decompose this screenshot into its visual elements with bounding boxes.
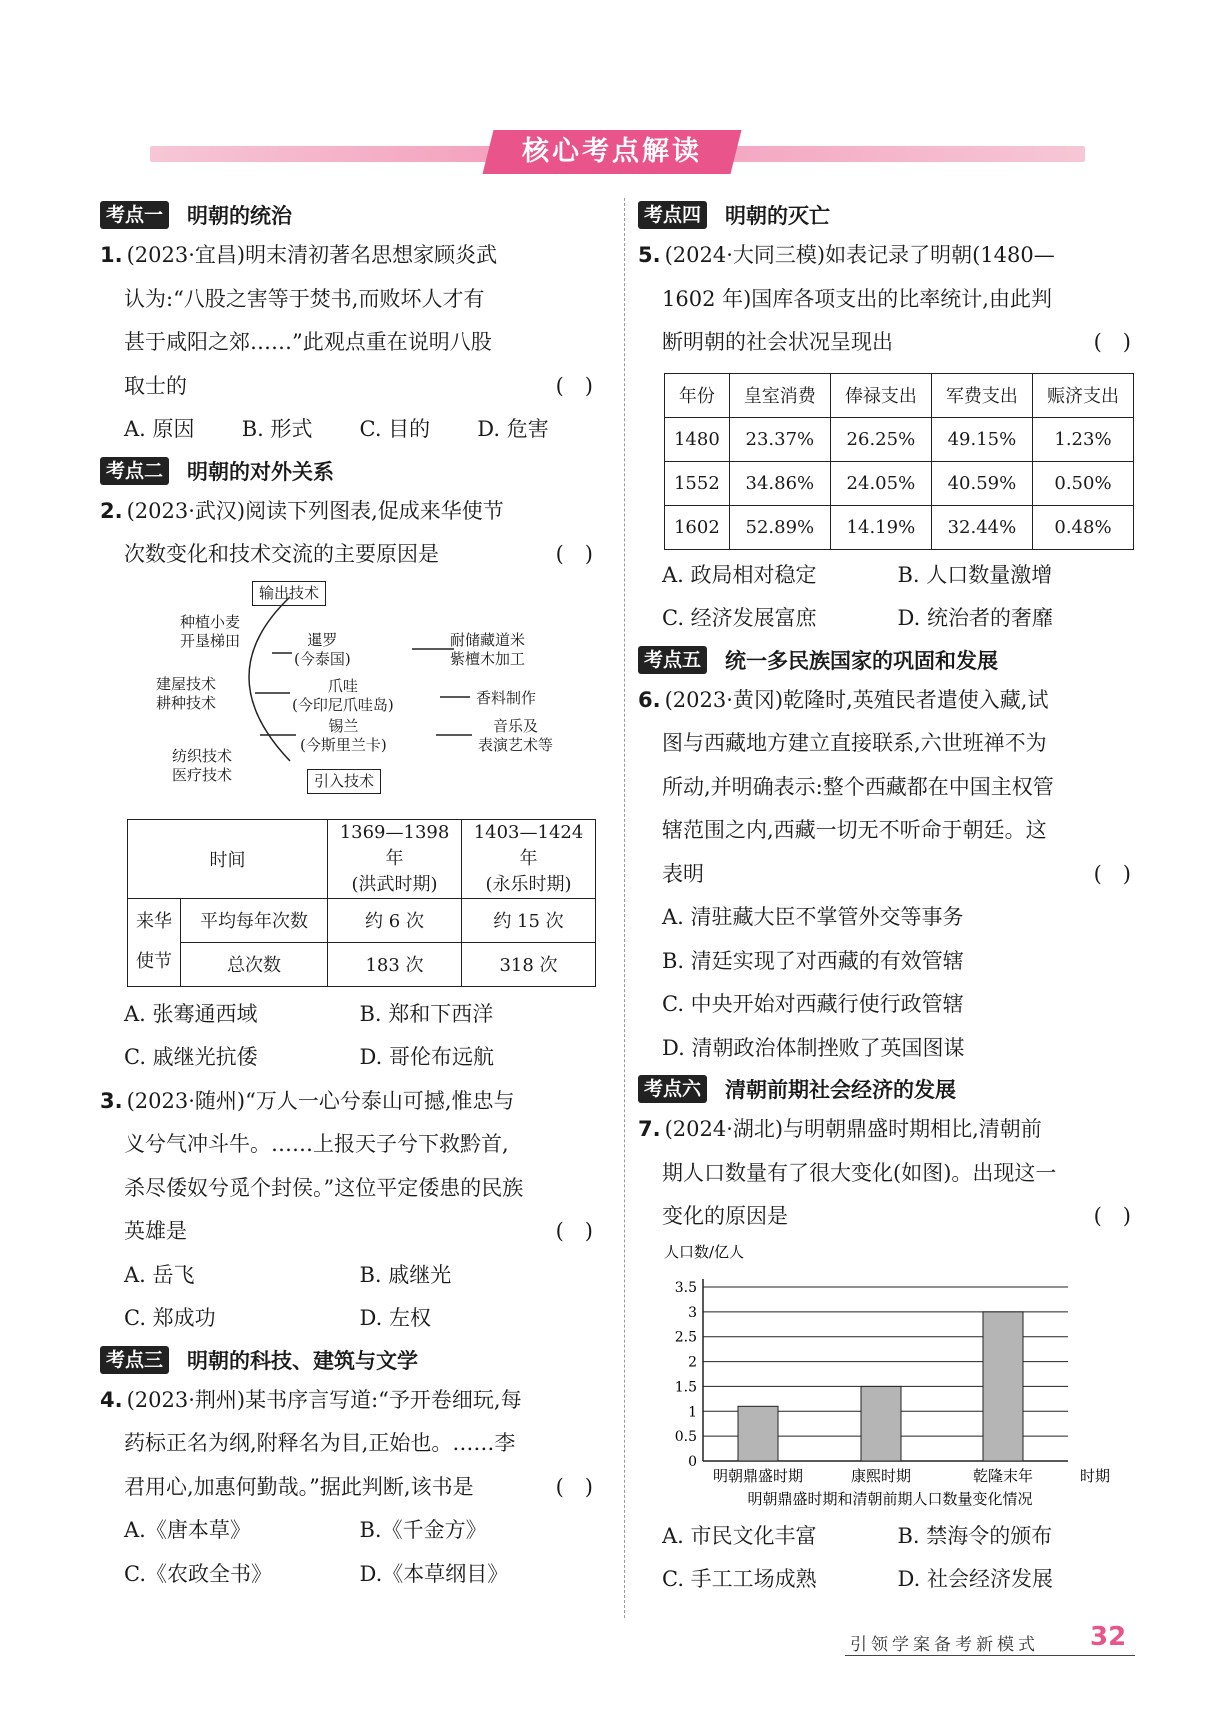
chart-title: 明朝鼎盛时期和清朝前期人口数量变化情况	[747, 1489, 1033, 1508]
chart-y-tick-label: 1	[688, 1403, 697, 1420]
section-title: 明朝的统治	[187, 204, 293, 228]
table-cell: 23.37%	[729, 417, 830, 461]
answer-blank[interactable]: ( )	[1093, 1204, 1131, 1228]
table-header	[462, 819, 596, 898]
question-text: (2023·荆州)某书序言写道:“予开卷细玩,每	[126, 1387, 522, 1412]
option-d[interactable]: D. 清朝政治体制挫败了英国图谋	[662, 1035, 965, 1060]
question-text: 表明	[662, 861, 704, 886]
question-number: 6.	[638, 687, 661, 712]
table-header-line: 1403—1424 年	[473, 821, 584, 869]
table-header-line: (永乐时期)	[485, 873, 572, 895]
option-c[interactable]: C. 中央开始对西藏行使行政管辖	[662, 992, 964, 1016]
section-badge: 考点三	[100, 1346, 169, 1374]
option-a[interactable]: A.《唐本草》	[124, 1518, 251, 1542]
question-text: (2024·湖北)与明朝鼎盛时期相比,清朝前	[664, 1117, 1042, 1141]
table-header-line: 1369—1398 年	[339, 821, 450, 869]
footer-rule	[845, 1655, 1135, 1656]
chart-y-tick-label: 3	[688, 1304, 697, 1321]
table-group-line: 使节	[136, 951, 172, 972]
section-header	[638, 198, 1133, 232]
envoy-table	[127, 819, 596, 987]
options	[638, 1515, 1133, 1602]
option-b[interactable]: B. 清廷实现了对西藏的有效管辖	[662, 948, 964, 973]
diagram-country: 爪哇 (今印尼爪哇岛)	[292, 676, 394, 714]
option-d[interactable]: D. 哥伦布远航	[359, 1045, 494, 1069]
table-header: 时间	[128, 819, 328, 898]
option-a[interactable]: A. 市民文化丰富	[662, 1523, 817, 1548]
options	[100, 1509, 595, 1596]
option-b[interactable]: B. 郑和下西洋	[359, 1001, 494, 1026]
question-text: 甚于咸阳之郊……”此观点重在说明八股	[124, 330, 492, 354]
section-header	[100, 454, 595, 488]
question-number: 5.	[638, 243, 661, 267]
table-row-group	[128, 898, 181, 986]
question-text: 变化的原因是	[662, 1204, 788, 1228]
question-7	[638, 1108, 1133, 1602]
chart-bar	[983, 1311, 1023, 1460]
question-text: 图与西藏地方建立直接联系,六世班禅不为	[662, 731, 1047, 755]
section-header	[638, 1072, 1133, 1106]
option-a[interactable]: A. 岳飞	[124, 1262, 195, 1287]
tech-exchange-diagram	[100, 577, 595, 813]
question-6	[638, 679, 1133, 1071]
diagram-country: 锡兰 (今斯里兰卡)	[300, 716, 387, 754]
table-cell: 0.48%	[1032, 505, 1133, 549]
section-badge: 考点四	[638, 201, 707, 229]
options	[100, 1254, 595, 1341]
section-badge: 考点二	[100, 457, 169, 485]
section-badge: 考点一	[100, 201, 169, 229]
answer-blank[interactable]: ( )	[1093, 330, 1131, 354]
table-header: 皇室消费	[729, 373, 830, 417]
question-text: 取士的	[124, 373, 187, 398]
section-header	[638, 643, 1133, 677]
diagram-tech-right: 音乐及 表演艺术等	[478, 716, 554, 754]
question-text: (2023·黄冈)乾隆时,英殖民者遣使入藏,试	[664, 687, 1049, 712]
table-cell: 1602	[665, 505, 730, 549]
import-tech-label: 引入技术	[307, 769, 381, 794]
table-header	[328, 819, 462, 898]
chart-y-tick-label: 0.5	[674, 1428, 697, 1445]
options	[638, 554, 1133, 641]
option-c[interactable]: C. 目的	[359, 417, 431, 441]
question-text: 1602 年)国库各项支出的比率统计,由此判	[662, 286, 1052, 311]
table-cell: 平均每年次数	[181, 898, 328, 942]
option-c[interactable]: C.《农政全书》	[124, 1561, 272, 1586]
diagram-tech-right: 耐储藏道米 紫檀木加工	[450, 630, 526, 668]
section-title: 明朝的科技、建筑与文学	[187, 1348, 419, 1373]
option-d[interactable]: D. 左权	[359, 1306, 431, 1330]
table-cell: 52.89%	[729, 505, 830, 549]
section-title: 清朝前期社会经济的发展	[725, 1078, 957, 1102]
option-c[interactable]: C. 戚继光抗倭	[124, 1045, 258, 1069]
answer-blank[interactable]: ( )	[1093, 861, 1131, 886]
question-5	[638, 234, 1133, 641]
table-header: 赈济支出	[1032, 373, 1133, 417]
question-text: (2023·宜昌)明末清初著名思想家顾炎武	[126, 243, 498, 267]
footer-slogan: 引领学案备考新模式	[850, 1635, 1039, 1655]
option-b[interactable]: B. 禁海令的颁布	[897, 1523, 1053, 1548]
option-c[interactable]: C. 经济发展富庶	[662, 606, 817, 630]
question-text: 期人口数量有了很大变化(如图)。出现这一	[662, 1160, 1057, 1185]
table-cell: 0.50%	[1032, 461, 1133, 505]
option-d[interactable]: D. 危害	[477, 417, 549, 441]
chart-x-tick-label: 明朝鼎盛时期	[712, 1466, 804, 1485]
section-header	[100, 198, 595, 232]
question-text: (2023·武汉)阅读下列图表,促成来华使节	[126, 498, 504, 523]
answer-blank[interactable]: ( )	[555, 1474, 593, 1499]
table-cell: 32.44%	[931, 505, 1032, 549]
option-a[interactable]: A. 清驻藏大臣不掌管外交等事务	[662, 905, 964, 929]
chart-x-tick-label: 康熙时期	[850, 1466, 912, 1485]
question-number: 3.	[100, 1088, 123, 1113]
section-header	[100, 1343, 595, 1377]
right-column	[638, 196, 1133, 1602]
question-text: 君用心,加惠何勤哉。”据此判断,该书是	[124, 1474, 474, 1499]
question-number: 7.	[638, 1117, 661, 1141]
table-cell: 1480	[665, 417, 730, 461]
page-number: 32	[1090, 1622, 1127, 1652]
question-text: 英雄是	[124, 1219, 187, 1243]
question-text: 药标正名为纲,附释名为目,正始也。……李	[124, 1431, 516, 1455]
table-cell: 约 15 次	[462, 898, 596, 942]
diagram-tech-left: 纺织技术 医疗技术	[172, 746, 233, 784]
option-b[interactable]: B. 人口数量激增	[897, 562, 1053, 587]
table-cell: 34.86%	[729, 461, 830, 505]
option-a[interactable]: A. 原因	[124, 417, 195, 441]
section-title: 明朝的灭亡	[725, 204, 831, 228]
option-a[interactable]: A. 政局相对稳定	[662, 562, 817, 587]
question-2	[100, 490, 595, 1080]
question-text: (2024·大同三模)如表记录了明朝(1480—	[664, 243, 1055, 267]
option-d[interactable]: D. 社会经济发展	[897, 1567, 1053, 1591]
options	[638, 896, 1133, 1070]
table-cell: 1552	[665, 461, 730, 505]
answer-blank[interactable]: ( )	[555, 542, 593, 566]
column-divider	[624, 198, 625, 1618]
option-c[interactable]: C. 手工工场成熟	[662, 1567, 817, 1591]
table-header-line: (洪武时期)	[351, 873, 438, 895]
chart-x-tick-label: 乾隆末年	[972, 1466, 1034, 1485]
table-cell: 40.59%	[931, 461, 1032, 505]
chart-y-tick-label: 1.5	[674, 1378, 697, 1395]
table-cell: 总次数	[181, 942, 328, 986]
options	[100, 408, 595, 452]
table-header: 军费支出	[931, 373, 1032, 417]
diagram-country: 暹罗 (今泰国)	[294, 630, 351, 668]
export-tech-label: 输出技术	[252, 581, 326, 606]
left-column	[100, 196, 595, 1596]
diagram-tech-left: 种植小麦 开垦梯田	[180, 612, 241, 650]
question-text: 认为:“八股之害等于焚书,而败坏人才有	[124, 286, 485, 311]
question-text: 断明朝的社会状况呈现出	[662, 330, 893, 354]
question-3	[100, 1080, 595, 1341]
table-cell: 14.19%	[830, 505, 931, 549]
question-text: 义兮气冲斗牛。……上报天子兮下救黔首,	[124, 1132, 509, 1156]
answer-blank[interactable]: ( )	[555, 1219, 593, 1243]
chart-bar	[861, 1386, 901, 1461]
section-badge: 考点五	[638, 646, 707, 674]
question-4	[100, 1379, 595, 1597]
table-cell: 26.25%	[830, 417, 931, 461]
answer-blank[interactable]: ( )	[555, 373, 593, 398]
section-title: 统一多民族国家的巩固和发展	[725, 648, 999, 673]
option-b[interactable]: B. 戚继光	[359, 1262, 452, 1287]
options	[100, 993, 595, 1080]
chart-y-axis-label: 人口数/亿人	[664, 1242, 745, 1261]
table-cell: 24.05%	[830, 461, 931, 505]
question-text: 所动,并明确表示:整个西藏都在中国主权管	[662, 774, 1054, 799]
table-header: 年份	[665, 373, 730, 417]
chart-y-tick-label: 2.5	[674, 1329, 697, 1346]
option-c[interactable]: C. 郑成功	[124, 1306, 216, 1330]
option-d[interactable]: D. 统治者的奢靡	[897, 606, 1053, 630]
page-title: 核心考点解读	[522, 136, 702, 167]
chart-y-tick-label: 3.5	[674, 1279, 697, 1296]
table-cell: 318 次	[462, 942, 596, 986]
chart-y-tick-label: 0	[688, 1453, 697, 1470]
table-cell: 约 6 次	[328, 898, 462, 942]
diagram-tech-right: 香料制作	[476, 688, 537, 707]
table-group-line: 来华	[136, 911, 172, 932]
question-text: 杀尽倭奴兮觅个封侯。”这位平定倭患的民族	[124, 1175, 524, 1200]
table-cell: 183 次	[328, 942, 462, 986]
question-text: 辖范围之内,西藏一切无不听命于朝廷。这	[662, 818, 1047, 842]
question-text: 次数变化和技术交流的主要原因是	[124, 542, 439, 566]
question-1	[100, 234, 595, 452]
option-d[interactable]: D.《本草纲目》	[359, 1561, 509, 1586]
expenditure-table	[664, 373, 1134, 550]
option-b[interactable]: B. 形式	[241, 417, 313, 441]
option-a[interactable]: A. 张骞通西域	[124, 1001, 258, 1026]
diagram-tech-left: 建屋技术 耕种技术	[156, 674, 217, 712]
table-cell: 1.23%	[1032, 417, 1133, 461]
chart-x-axis-label: 时期	[1080, 1466, 1111, 1485]
section-title: 明朝的对外关系	[187, 459, 335, 484]
section-badge: 考点六	[638, 1075, 707, 1103]
table-cell: 49.15%	[931, 417, 1032, 461]
chart-y-tick-label: 2	[688, 1354, 697, 1371]
chart-bar	[738, 1406, 778, 1461]
table-header: 俸禄支出	[830, 373, 931, 417]
question-text: (2023·随州)“万人一心兮泰山可撼,惟忠与	[126, 1088, 515, 1113]
question-number: 1.	[100, 243, 123, 267]
question-number: 4.	[100, 1387, 123, 1412]
option-b[interactable]: B.《千金方》	[359, 1518, 487, 1542]
question-number: 2.	[100, 498, 123, 523]
population-chart	[658, 1239, 1128, 1509]
